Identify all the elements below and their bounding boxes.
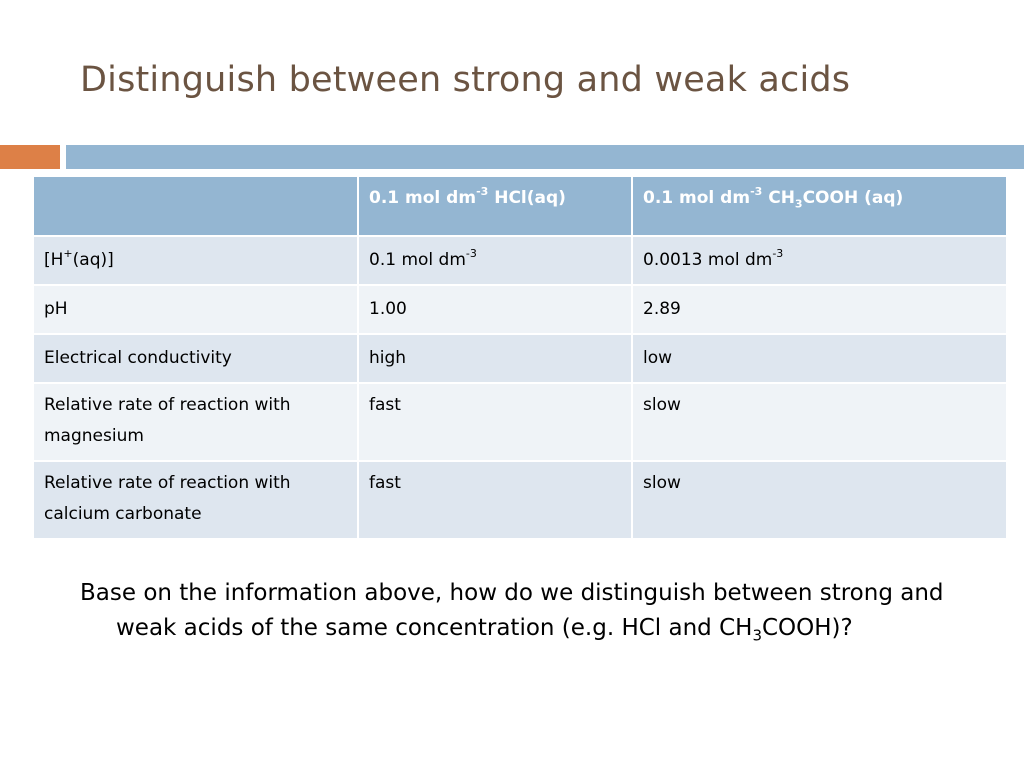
question-text-end: COOH)?	[762, 615, 853, 641]
cell-hcl: fast	[358, 461, 632, 539]
ch3cooh-conc-sup: -3	[772, 247, 784, 261]
cell-hcl: 1.00	[358, 285, 632, 334]
h-ion-sup: +	[63, 247, 73, 261]
table-row	[34, 383, 1006, 461]
accent-bar-orange	[0, 145, 60, 169]
cell-hcl: high	[358, 334, 632, 383]
cell-property: Relative rate of reaction with magnesium	[34, 383, 358, 461]
h-ion-suffix: (aq)]	[72, 250, 114, 270]
header-ch3cooh-mid: CH	[762, 188, 795, 208]
table-header-row	[34, 177, 1006, 236]
table-row	[34, 285, 1006, 334]
header-ch3cooh	[632, 177, 1006, 236]
header-hcl-prefix: 0.1 mol dm	[369, 188, 477, 208]
table-row	[34, 334, 1006, 383]
comparison-table	[34, 177, 1006, 540]
header-ch3cooh-sup: -3	[750, 185, 763, 199]
header-hcl-sup: -3	[476, 185, 489, 199]
cell-property: pH	[34, 285, 358, 334]
cell-property: Electrical conductivity	[34, 334, 358, 383]
question-bullet	[80, 576, 996, 646]
hcl-conc-sup: -3	[465, 247, 477, 261]
header-ch3cooh-sub: 3	[794, 197, 803, 211]
table-row	[34, 461, 1006, 539]
header-property	[34, 177, 358, 236]
cell-property: Relative rate of reaction with calcium carbonate	[34, 461, 358, 539]
hcl-conc-prefix: 0.1 mol dm	[369, 250, 466, 270]
cell-hcl	[358, 236, 632, 285]
h-ion-prefix: [H	[44, 250, 64, 270]
cell-hcl: fast	[358, 383, 632, 461]
cell-property	[34, 236, 358, 285]
header-ch3cooh-prefix: 0.1 mol dm	[643, 188, 751, 208]
table-row	[34, 236, 1006, 285]
cell-ch3cooh: 2.89	[632, 285, 1006, 334]
accent-bar-blue	[66, 145, 1024, 169]
ch3cooh-conc-prefix: 0.0013 mol dm	[643, 250, 773, 270]
header-hcl-suffix: HCl(aq)	[488, 188, 566, 208]
cell-ch3cooh: slow	[632, 461, 1006, 539]
header-ch3cooh-suffix: COOH (aq)	[802, 188, 904, 208]
cell-ch3cooh: slow	[632, 383, 1006, 461]
question-sub: 3	[752, 626, 762, 645]
header-hcl	[358, 177, 632, 236]
cell-ch3cooh	[632, 236, 1006, 285]
slide-title: Distinguish between strong and weak acids	[80, 60, 851, 100]
cell-ch3cooh: low	[632, 334, 1006, 383]
question-text-start: Base on the information above, how do we distinguish between strong and weak acids of the same concentration (e.g. HCl and CH	[80, 580, 944, 641]
